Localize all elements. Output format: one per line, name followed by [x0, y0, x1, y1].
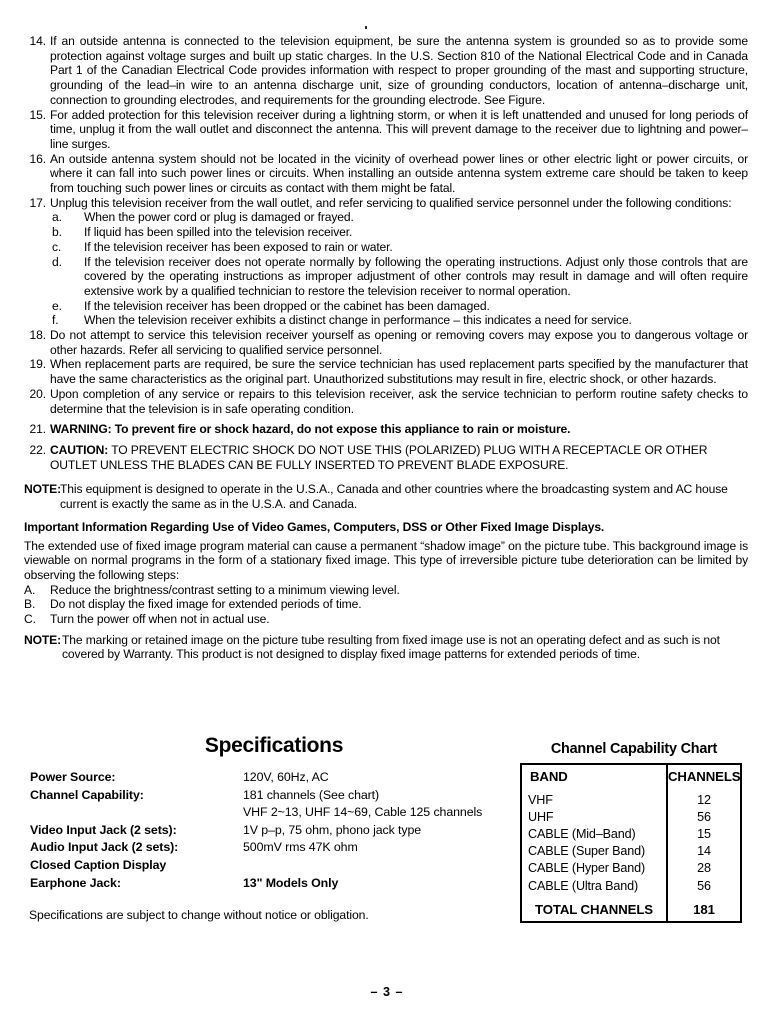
list-item-text: When replacement parts are required, be sure the service technician has used replacement parts specified by the manufacturer that have the same characteristics as the original part. Unauthorized substitutions may result in fire, electric shock, or other hazards.	[50, 357, 748, 387]
warning-label: WARNING:	[50, 422, 112, 437]
list-item-text: Do not display the fixed image for extended periods of time.	[50, 597, 362, 612]
spec-value: 13" Models Only	[243, 875, 339, 890]
list-item	[24, 108, 748, 152]
spec-label: Channel Capability:	[30, 787, 144, 802]
spec-label: Closed Caption Display	[30, 857, 167, 872]
spec-row	[24, 875, 514, 893]
note-label: NOTE:	[24, 632, 62, 647]
warning-text: To prevent fire or shock hazard, do not expose this appliance to rain or moisture.	[111, 422, 571, 437]
list-marker: 20.	[29, 386, 46, 401]
list-marker: 16.	[29, 151, 46, 166]
chart-title: Channel Capability Chart	[550, 741, 718, 757]
cell-total-label: TOTAL CHANNELS	[534, 902, 654, 918]
list-marker: 22.	[29, 442, 46, 457]
note-text: The marking or retained image on the picture tube resulting from fixed image use is not an operating defect and as such is not covered by Warranty. This product is not designed to display fixed image patterns for extended periods of time.	[62, 632, 720, 662]
specifications-section	[24, 734, 514, 892]
list-item	[24, 583, 748, 598]
page-number: – 3 –	[370, 985, 404, 999]
cell-band: CABLE (Mid–Band)	[528, 826, 636, 841]
cell-band: VHF	[528, 792, 553, 807]
spec-value: 181 channels (See chart)	[243, 787, 380, 802]
list-item	[24, 196, 748, 211]
list-item-text: An outside antenna system should not be located in the vicinity of overhead power lines or other electric light or power circuits, or where it can fall into such power lines or circuits. When installing an outside antenna system extreme care should be taken to keep from touching such power lines or circuits as contact with them might be fatal.	[50, 151, 748, 196]
table-total-row	[521, 898, 741, 922]
list-item-text: For added protection for this television receiver during a lightning storm, or when it is left unattended and unused for long periods of time, unplug it from the wall outlet and disconnect the antenna. This will prevent damage to the receiver due to lightning and power–line surges.	[50, 107, 748, 151]
spec-value: 120V, 60Hz, AC	[243, 770, 329, 784]
list-marker: f.	[52, 313, 59, 328]
note-equipment	[24, 482, 748, 511]
list-item	[24, 313, 748, 328]
list-marker: C.	[24, 612, 36, 627]
safety-instructions-block	[24, 34, 748, 662]
cell-channels: 15	[667, 825, 741, 842]
list-item	[24, 152, 748, 196]
list-item	[24, 387, 748, 416]
list-item	[24, 328, 748, 357]
list-item	[24, 299, 748, 314]
specifications-footnote: Specifications are subject to change without notice or obligation.	[29, 908, 369, 922]
spec-label: Audio Input Jack (2 sets):	[30, 840, 179, 855]
list-marker: B.	[24, 597, 36, 612]
spec-label: Video Input Jack (2 sets):	[30, 822, 177, 837]
list-marker: d.	[52, 254, 62, 269]
table-row	[521, 808, 741, 825]
list-marker: b.	[52, 225, 62, 240]
cell-channels: 14	[667, 843, 741, 860]
spec-row	[24, 822, 514, 840]
list-item	[24, 357, 748, 386]
caution-label: CAUTION:	[50, 442, 109, 457]
spec-row	[24, 804, 514, 822]
note-label: NOTE:	[24, 482, 62, 497]
cell-total-channels: 181	[667, 898, 741, 922]
list-item-text: Upon completion of any service or repairs to this television receiver, ask the service technician to perform routine safety checks to determine that the television is in safe operating condition.	[50, 386, 748, 416]
list-item-text: If the television receiver does not operate normally by following the operating instructions. Adjust only those controls that are covered by the operating instructions as improper adjustment of other controls may result in damage and will often require extensive work by a qualified technician to restore the television receiver to normal operation.	[84, 254, 748, 298]
list-item-text: Do not attempt to service this television receiver yourself as opening or removing covers may expose you to dangerous voltage or other hazards. Refer all servicing to qualified service personnel.	[50, 328, 748, 357]
list-item	[24, 255, 748, 299]
cell-channels: 56	[667, 877, 741, 898]
spec-row	[24, 857, 514, 875]
list-marker: 14.	[29, 34, 46, 48]
cell-band: UHF	[528, 809, 554, 824]
list-item	[24, 597, 748, 612]
note-text: This equipment is designed to operate in the U.S.A., Canada and other countries where the broadcasting system and AC house current is exactly the same as in the U.S.A. and Canada.	[60, 482, 728, 512]
list-item-text: Turn the power off when not in actual use.	[50, 612, 270, 627]
spec-value: 1V p–p, 75 ohm, phono jack type	[243, 822, 422, 837]
fixed-image-paragraph: The extended use of fixed image program material can cause a permanent “shadow image” on the picture tube. This background image is viewable on normal programs in the form of a stationary fixed image. This type of irreversible picture tube deterioration can be limited by observing the following steps:	[24, 538, 748, 582]
table-row	[521, 843, 741, 860]
list-item	[24, 240, 748, 255]
table-header-row	[521, 764, 741, 787]
cell-channels: 12	[667, 787, 741, 808]
list-item-text: If an outside antenna is connected to the television equipment, be sure the antenna system is grounded so as to provide some protection against voltage surges and built up static charges. In the U.S. Section 810 of the National Electrical Code and in Canada Part 1 of the Canadian Electrical Code provides information with respect to proper grounding of the mast and supporting structure, grounding of the lead–in wire to an antenna discharge unit, size of grounding conductors, location of antenna–discharge unit, connection to grounding electrodes, and requirements for the grounding electrode. See Figure.	[50, 34, 748, 107]
column-header-channels: CHANNELS	[667, 764, 741, 787]
list-marker: 21.	[29, 422, 46, 437]
spec-row	[24, 787, 514, 805]
list-item-text: Reduce the brightness/contrast setting to a minimum viewing level.	[50, 582, 400, 597]
list-marker: 18.	[29, 328, 46, 343]
list-item	[24, 225, 748, 240]
page-speck-mark	[365, 26, 367, 29]
table-row	[521, 877, 741, 898]
caution-text: TO PREVENT ELECTRIC SHOCK DO NOT USE THIS (POLARIZED) PLUG WITH A RECEPTACLE OR OTHER OUTLET UNLESS THE BLADES CAN BE FULLY INSERTED TO PREVENT BLADE EXPOSURE.	[50, 442, 708, 472]
spec-value: 500mV rms 47K ohm	[243, 840, 358, 855]
channel-capability-table	[520, 763, 742, 923]
list-marker: 17.	[29, 195, 46, 210]
note-fixed-image	[24, 633, 748, 662]
list-item-text: When the television receiver exhibits a distinct change in performance – this indicates a need for service.	[84, 313, 632, 328]
spec-label: Power Source:	[30, 770, 116, 784]
spec-row	[24, 769, 514, 787]
list-item	[24, 210, 748, 225]
warning-list-item	[24, 422, 748, 437]
sub-conditions-list	[24, 210, 748, 328]
spec-label: Earphone Jack:	[30, 875, 121, 890]
list-marker: A.	[24, 582, 36, 597]
cell-band: CABLE (Ultra Band)	[528, 878, 638, 893]
list-marker: 19.	[29, 357, 46, 372]
specifications-title: Specifications	[204, 734, 344, 757]
spec-value: VHF 2~13, UHF 14~69, Cable 125 channels	[243, 805, 483, 820]
list-item	[24, 34, 748, 108]
cell-band: CABLE (Hyper Band)	[528, 861, 645, 876]
table-row	[521, 787, 741, 808]
cell-channels: 28	[667, 860, 741, 877]
list-item-text: Unplug this television receiver from the wall outlet, and refer servicing to qualified service personnel under the following conditions:	[50, 195, 732, 210]
list-marker: a.	[52, 210, 62, 225]
list-marker: e.	[52, 298, 62, 313]
table-row	[521, 825, 741, 842]
list-item-text: If the television receiver has been exposed to rain or water.	[84, 239, 393, 254]
column-header-band: BAND	[530, 768, 568, 784]
list-item-text: If the television receiver has been dropped or the cabinet has been damaged.	[84, 298, 490, 313]
list-item-text: When the power cord or plug is damaged or frayed.	[84, 210, 354, 225]
spec-row	[24, 839, 514, 857]
list-item-text: If liquid has been spilled into the television receiver.	[84, 225, 353, 240]
table-row	[521, 860, 741, 877]
list-item	[24, 612, 748, 627]
channel-capability-chart	[520, 741, 746, 923]
list-marker: c.	[52, 239, 62, 254]
cell-channels: 56	[667, 808, 741, 825]
cell-band: CABLE (Super Band)	[528, 844, 646, 859]
caution-list-item	[24, 443, 748, 472]
fixed-image-heading: Important Information Regarding Use of Video Games, Computers, DSS or Other Fixed Image Displays.	[24, 519, 605, 534]
list-marker: 15.	[29, 107, 46, 122]
